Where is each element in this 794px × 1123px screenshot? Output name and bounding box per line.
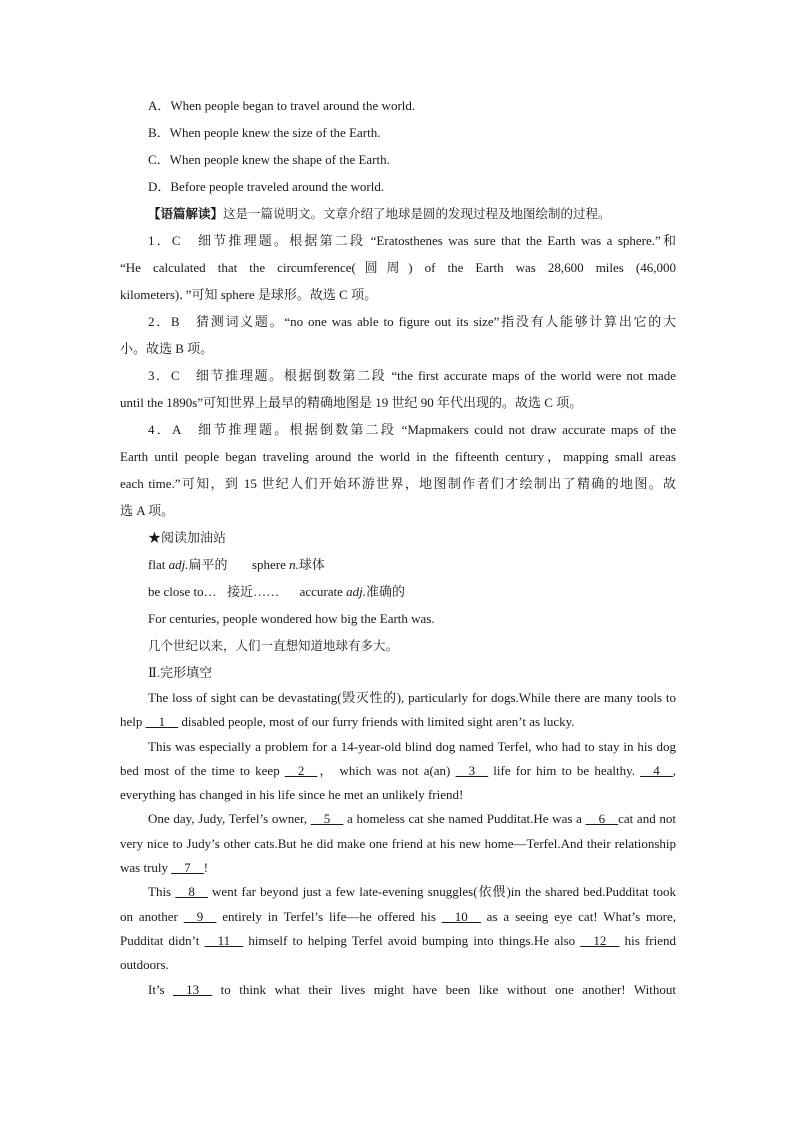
cloze-blank-6: __6__ xyxy=(585,811,619,827)
cloze-text: life for him to be healthy. xyxy=(488,762,641,778)
cloze-text: cat and not very nice to Judy’s other cats.But he did make one friend at his new home—Terfel.And their relationship was truly xyxy=(120,811,677,876)
vocab-pos: adj. xyxy=(346,584,367,599)
cloze-text: to think what their lives might have been like without one another! Without xyxy=(212,981,676,997)
vocab-row xyxy=(120,551,676,578)
cloze-paragraph-4 xyxy=(120,880,676,977)
cloze-text: went far beyond just a few late-evening snuggles(依偎)in the shared bed.Pudditat took on another xyxy=(120,884,676,924)
section-title: Ⅱ.完形填空 xyxy=(148,665,213,680)
cloze-text: The loss of sight can be devastating(毁灭性的), particularly for dogs.While there are many tools to help xyxy=(120,690,676,730)
vocab-word: accurate xyxy=(299,584,347,599)
cloze-text: ， which was not a(an) xyxy=(317,762,456,778)
vocab-heading: ★阅读加油站 xyxy=(148,530,227,545)
vocab-pos: n. xyxy=(289,557,299,572)
answer-4-line: each time.”可知，到 15 世纪人们开始环游世界，地图制作者们才绘制出了精确的地图。故 xyxy=(120,476,676,491)
answer-2-line: 2．B 猜测词义题。“no one was able to figure out its size”指没有人能够计算出它的大 xyxy=(148,314,676,329)
cloze-paragraph-2 xyxy=(120,735,676,808)
cloze-text: his friend outdoors. xyxy=(120,932,677,973)
answer-1-line: 1．C 细节推理题。根据第二段 “Eratosthenes was sure that the Earth was a sphere.”和 xyxy=(148,233,676,248)
analysis-heading: 【语篇解读】 xyxy=(148,206,224,221)
cloze-text: as a seeing eye cat! What’s more, Pudditat didn’t xyxy=(120,908,676,948)
cloze-blank-13: __13__ xyxy=(173,981,213,997)
answer-2 xyxy=(120,308,676,362)
cloze-paragraph-1 xyxy=(120,686,676,735)
answer-1 xyxy=(120,227,676,308)
cloze-blank-7: __7__ xyxy=(171,860,204,876)
answer-3 xyxy=(120,362,676,416)
vocab-pos: adj. xyxy=(168,557,189,572)
analysis-text: 这是一篇说明文。文章介绍了地球是圆的发现过程及地图绘制的过程。 xyxy=(223,206,611,221)
cloze-text: ! xyxy=(203,860,209,876)
answer-3-line: 3．C 细节推理题。根据倒数第二段 “the first accurate maps of the world were not made xyxy=(148,368,676,383)
vocab-row xyxy=(120,578,676,605)
cloze-blank-5: __5__ xyxy=(310,811,344,827)
answer-4 xyxy=(120,416,676,524)
cloze-blank-1: __1__ xyxy=(145,714,179,730)
cloze-blank-11: __11__ xyxy=(204,932,244,948)
vocab-sentence-cn: 几个世纪以来，人们一直想知道地球有多大。 xyxy=(148,638,399,653)
cloze-text: , everything has changed in his life since he met an unlikely friend! xyxy=(120,762,676,803)
option-d: D．Before people traveled around the world. xyxy=(148,179,385,194)
cloze-blank-2: __2__ xyxy=(284,762,318,778)
cloze-blank-10: __10__ xyxy=(441,908,481,924)
cloze-text: This was especially a problem for a 14-year-old blind dog named Terfel, who had to stay in his dog bed most of the time to keep xyxy=(120,738,676,778)
cloze-text: This xyxy=(148,884,176,900)
answer-4-line: 选 A 项。 xyxy=(120,503,175,518)
answer-2-line: 小。故选 B 项。 xyxy=(120,341,214,356)
vocab-word: be close to… xyxy=(148,584,217,599)
analysis-line xyxy=(120,200,676,227)
cloze-blank-8: __8__ xyxy=(175,884,208,900)
cloze-blank-9: __9__ xyxy=(183,908,217,924)
cloze-text: himself to helping Terfel avoid bumping into things.He also xyxy=(243,932,581,948)
vocab-word: flat xyxy=(148,557,169,572)
options-list xyxy=(120,92,676,200)
cloze-text: disabled people, most of our furry friends with limited sight aren’t as lucky. xyxy=(178,714,575,730)
answer-1-line: “He calculated that the circumference(圆周) of the Earth was 28,600 miles (46,000 xyxy=(120,260,676,275)
answer-4-line: 4．A 细节推理题。根据倒数第二段 “Mapmakers could not draw accurate maps of the xyxy=(148,422,676,437)
answer-1-line: kilometers)．”可知 sphere 是球形。故选 C 项。 xyxy=(120,287,378,302)
cloze-text: entirely in Terfel’s life—he offered his xyxy=(216,908,442,924)
cloze-blank-3: __3__ xyxy=(455,762,489,778)
cloze-text: One day, Judy, Terfel’s owner, xyxy=(148,811,311,827)
vocab-section xyxy=(120,524,676,659)
vocab-sentence-en: For centuries, people wondered how big the Earth was. xyxy=(148,611,435,626)
vocab-def: 准确的 xyxy=(366,584,406,599)
document-page xyxy=(120,92,676,1002)
cloze-passage xyxy=(120,686,676,1002)
cloze-text: It’s xyxy=(148,981,174,997)
vocab-def: 球体 xyxy=(298,557,325,572)
vocab-def: 扁平的 xyxy=(188,557,228,572)
option-a: A．When people began to travel around the world. xyxy=(148,98,416,113)
cloze-paragraph-5 xyxy=(120,978,676,1002)
cloze-blank-4: __4__ xyxy=(640,762,673,778)
cloze-blank-12: __12__ xyxy=(580,932,620,948)
vocab-def: 接近…… xyxy=(227,584,280,599)
cloze-paragraph-3 xyxy=(120,807,676,880)
option-c: C．When people knew the shape of the Earth. xyxy=(148,152,390,167)
answer-3-line: until the 1890s”可知世界上最早的精确地图是 19 世纪 90 年代出现的。故选 C 项。 xyxy=(120,395,583,410)
vocab-word: sphere xyxy=(251,557,290,572)
answer-4-line: Earth until people began traveling around the world in the fifteenth century，mapping small areas xyxy=(120,449,676,464)
option-b: B．When people knew the size of the Earth. xyxy=(148,125,381,140)
cloze-text: a homeless cat she named Pudditat.He was a xyxy=(343,811,586,827)
